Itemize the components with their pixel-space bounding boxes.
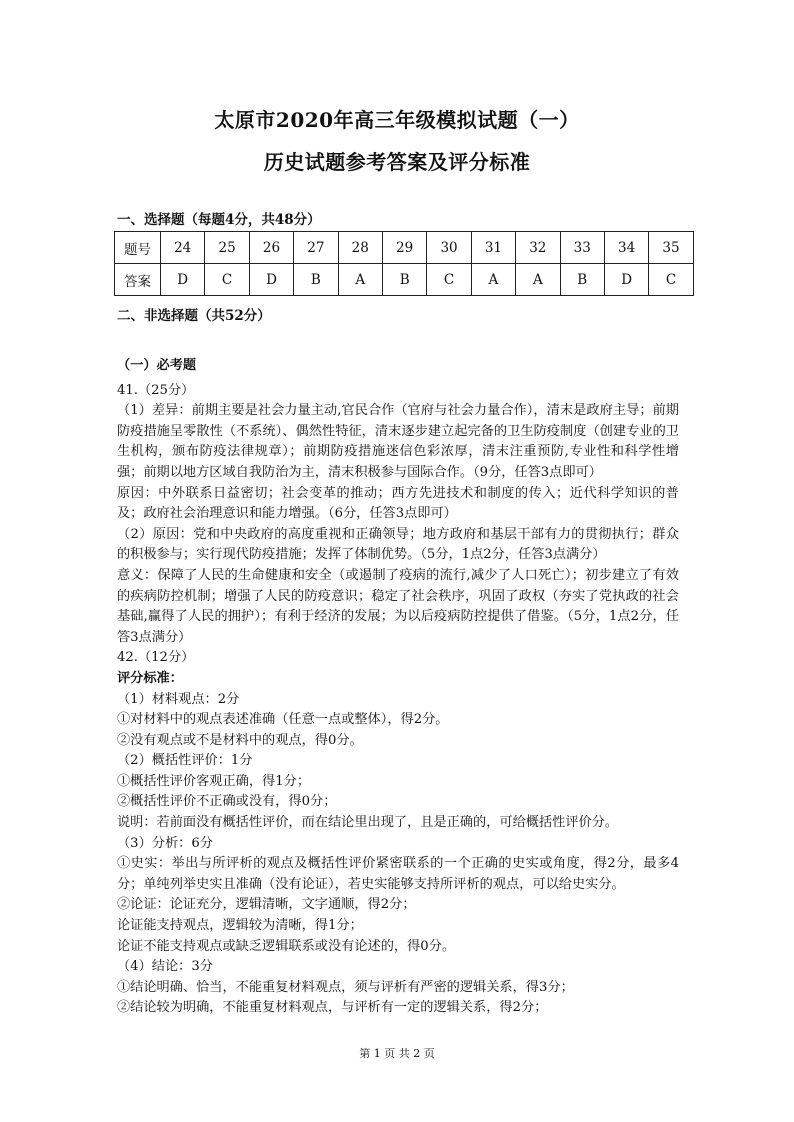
answer-cell: A — [471, 264, 515, 296]
paragraph: （3）分析：6分 — [117, 835, 213, 851]
answer-body — [117, 356, 679, 1019]
paragraph: 原因：中外联系日益密切；社会变革的推动；西方先进技术和制度的传入；近代科学知识的普及；政府社会治理意识和能力增强。（6分，任答3点即可） — [117, 485, 679, 522]
question-number: 28 — [338, 232, 382, 264]
paragraph: 论证不能支持观点或缺乏逻辑联系或没有论述的，得0分。 — [117, 938, 456, 954]
question-number: 33 — [560, 232, 604, 264]
answer-cell: D — [604, 264, 648, 296]
answer-cell: A — [338, 264, 382, 296]
question-number: 25 — [205, 232, 249, 264]
question-number: 29 — [382, 232, 426, 264]
page-footer: 第 1 页 共 2 页 — [359, 1047, 435, 1060]
section1-heading: 一、选择题（每题4分，共48分） — [117, 212, 321, 228]
question-number: 27 — [294, 232, 338, 264]
row-label: 题号 — [115, 232, 161, 264]
scoring-heading: 评分标准： — [117, 670, 183, 686]
answer-table — [114, 231, 694, 296]
answer-cell: A — [516, 264, 560, 296]
question-number: 34 — [604, 232, 648, 264]
paragraph: ②没有观点或不是材料中的观点，得0分。 — [117, 732, 363, 748]
question-number-row — [115, 232, 694, 264]
paragraph: （4）结论：3分 — [117, 959, 213, 975]
question-number: 31 — [471, 232, 515, 264]
paragraph: ②论证：论证充分，逻辑清晰，文字通顺，得2分； — [117, 897, 416, 913]
paragraph: 论证能支持观点，逻辑较为清晰，得1分； — [117, 918, 363, 934]
answer-cell: B — [560, 264, 604, 296]
answer-row — [115, 264, 694, 296]
paragraph: ①概括性评价客观正确，得1分； — [117, 773, 311, 789]
question-heading: 42.（12分） — [117, 650, 195, 666]
answer-cell: C — [427, 264, 471, 296]
paragraph: ①史实：举出与所评析的观点及概括性评价紧密联系的一个正确的史实或角度，得2分，最多4分；单纯列举史实且准确（没有论证），若史实能够支持所评析的观点，可以给史实分。 — [117, 856, 679, 892]
question-number: 30 — [427, 232, 471, 264]
paragraph: 意义：保障了人民的生命健康和安全（或遏制了疫病的流行,减少了人口死亡）；初步建立了有效的疾病防控机制；增强了人民的防疫意识；稳定了社会秩序，巩固了政权（夯实了党执政的社会基础,赢得了人民的拥护）；有利于经济的发展；为以后疫病防控提供了借鉴。（5分，1点2分，任答3点满分） — [117, 567, 679, 645]
answer-cell: B — [382, 264, 426, 296]
page-subtitle: 历史试题参考答案及评分标准 — [263, 150, 531, 174]
question-number: 35 — [649, 232, 693, 264]
question-number: 24 — [161, 232, 205, 264]
answer-cell: D — [161, 264, 205, 296]
answer-cell: C — [649, 264, 693, 296]
question-heading: 41.（25分） — [117, 382, 195, 398]
answer-cell: D — [249, 264, 293, 296]
answer-cell: B — [294, 264, 338, 296]
paragraph: ①结论明确、恰当，不能重复材料观点，须与评析有严密的逻辑关系，得3分； — [117, 979, 574, 995]
row-label: 答案 — [115, 264, 161, 296]
paragraph: 说明：若前面没有概括性评价，而在结论里出现了，且是正确的，可给概括性评价分。 — [117, 815, 619, 831]
subsection-heading: （一）必考题 — [117, 358, 197, 373]
paragraph: （2）概括性评价：1分 — [117, 753, 253, 769]
question-number: 32 — [516, 232, 560, 264]
question-number: 26 — [249, 232, 293, 264]
answer-cell: C — [205, 264, 249, 296]
paragraph: ②概括性评价不正确或没有，得0分； — [117, 794, 337, 810]
page-title: 太原市2020年高三年级模拟试题（一） — [214, 108, 580, 132]
paragraph: ②结论较为明确，不能重复材料观点，与评析有一定的逻辑关系，得2分； — [117, 1000, 548, 1016]
paragraph: （1）材料观点：2分 — [117, 691, 240, 707]
paragraph: （2）原因：党和中央政府的高度重视和正确领导；地方政府和基层干部有力的贯彻执行；群众的积极参与；实行现代防疫措施；发挥了体制优势。（5分，1点2分，任答3点满分） — [117, 526, 679, 563]
section2-heading: 二、非选择题（共52分） — [117, 308, 271, 324]
paragraph: （1）差异：前期主要是社会力量主动,官民合作（官府与社会力量合作），清末是政府主导；前期防疫措施呈零散性（不系统）、偶然性特征，清末逐步建立起完备的卫生防疫制度（创建专业的卫生机构，颁布防疫法律规章）；前期防疫措施迷信色彩浓厚，清末注重预防,专业性和科学性增强；前期以地方区域自我防治为主，清末积极参与国际合作。（9分，任答3点即可） — [117, 403, 679, 480]
paragraph: ①对材料中的观点表述准确（任意一点或整体），得2分。 — [117, 712, 449, 728]
